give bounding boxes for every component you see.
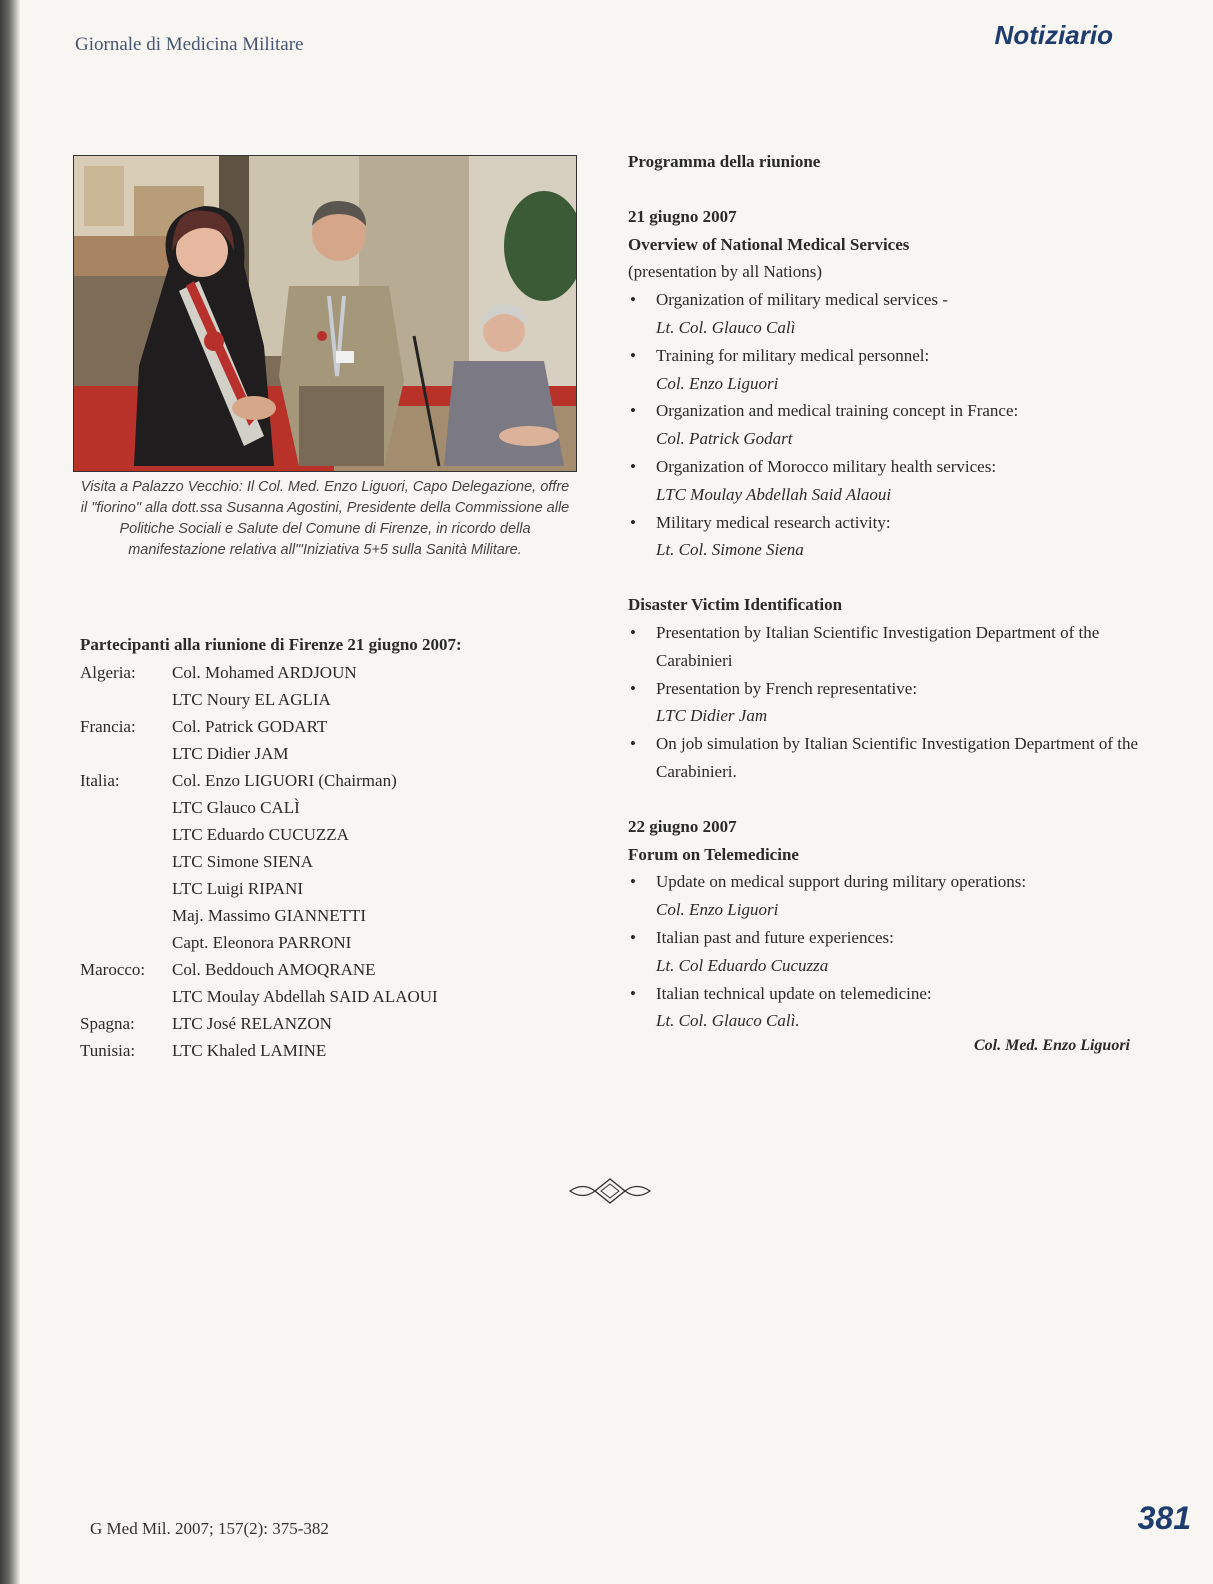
participant-name: Col. Patrick GODART xyxy=(172,717,328,736)
participant-name: LTC José RELANZON xyxy=(172,1014,332,1033)
event-photo xyxy=(73,155,577,472)
program-bullet-item: • Training for military medical personnel: xyxy=(628,342,1148,370)
participant-name: Capt. Eleonora PARRONI xyxy=(172,933,352,952)
page-number: 381 xyxy=(1137,1500,1191,1536)
program-heading: Disaster Victim Identification xyxy=(628,595,843,615)
program-speaker: Col. Enzo Liguori xyxy=(656,900,779,920)
author-signature: Col. Med. Enzo Liguori xyxy=(973,1037,1130,1054)
participant-name: LTC Luigi RIPANI xyxy=(172,879,303,898)
program-spacer xyxy=(628,176,1148,203)
program-bullet-item: • On job simulation by Italian Scientific Investigation Department of the Carabinieri. xyxy=(628,730,1148,786)
program-bullet-item: • Military medical research activity: xyxy=(628,509,1148,537)
participant-row xyxy=(80,1037,580,1064)
participant-country: Italia: xyxy=(80,771,120,790)
program-speaker: Lt. Col Eduardo Cucuzza xyxy=(656,955,829,975)
program-text: (presentation by all Nations) xyxy=(628,262,823,282)
participant-country: Marocco: xyxy=(80,960,146,979)
program-speaker: Col. Enzo Liguori xyxy=(656,373,779,393)
meeting-program xyxy=(628,148,1148,1035)
participant-row xyxy=(80,1010,580,1037)
program-heading: 22 giugno 2007 xyxy=(628,816,737,836)
participant-row xyxy=(80,767,580,794)
participant-row xyxy=(80,983,580,1010)
participant-country xyxy=(80,983,172,1010)
participant-row xyxy=(80,956,580,983)
participant-country: Francia: xyxy=(80,717,136,736)
program-bullet-item: • Presentation by French representative: xyxy=(628,675,1148,703)
participant-name: LTC Glauco CALÌ xyxy=(172,798,300,817)
program-speaker: Lt. Col. Glauco Calì. xyxy=(656,1011,800,1031)
participant-row xyxy=(80,848,580,875)
participant-name: Col. Enzo LIGUORI (Chairman) xyxy=(172,771,397,790)
participant-row xyxy=(80,713,580,740)
program-speaker: LTC Moulay Abdellah Said Alaoui xyxy=(656,484,892,504)
participant-country xyxy=(80,794,172,821)
book-spine-shadow xyxy=(0,0,20,1584)
participant-row xyxy=(80,794,580,821)
participant-row xyxy=(80,875,580,902)
participant-row xyxy=(80,902,580,929)
program-speaker: Col. Patrick Godart xyxy=(656,429,793,449)
participant-row xyxy=(80,686,580,713)
participant-country xyxy=(80,929,172,956)
ornament-divider-icon xyxy=(565,1176,655,1211)
participant-country xyxy=(80,875,172,902)
participant-country xyxy=(80,902,172,929)
participant-name: Col. Beddouch AMOQRANE xyxy=(172,960,376,979)
participant-name: LTC Khaled LAMINE xyxy=(172,1041,327,1060)
program-bullet-item: • Italian past and future experiences: xyxy=(628,924,1148,952)
participants-list xyxy=(80,635,580,1064)
participants-heading: Partecipanti alla riunione di Firenze 21 giugno 2007: xyxy=(80,635,462,654)
program-heading: Overview of National Medical Services xyxy=(628,234,910,254)
program-bullet-item: • Organization and medical training concept in France: xyxy=(628,397,1148,425)
participant-name: Col. Mohamed ARDJOUN xyxy=(172,663,357,682)
program-speaker: Lt. Col. Simone Siena xyxy=(656,540,804,560)
program-bullet-item: • Italian technical update on telemedicine: xyxy=(628,980,1148,1008)
journal-title: Giornale di Medicina Militare xyxy=(75,34,304,55)
photo-caption: Visita a Palazzo Vecchio: Il Col. Med. Enzo Liguori, Capo Delegazione, offre il "fiorino" alla dott.ssa Susanna Agostini, Presidente della Commissione alle Politiche Sociali e Salute del Comune di Firenze, in ricordo della manifestazione relativa all'"Iniziativa 5+5 sulla Sanità Militare. xyxy=(80,479,570,558)
section-title: Notiziario xyxy=(994,20,1113,50)
participant-country xyxy=(80,686,172,713)
participant-country: Spagna: xyxy=(80,1014,135,1033)
program-bullet-item: • Organization of Morocco military health services: xyxy=(628,453,1148,481)
program-spacer xyxy=(628,786,1148,813)
participant-country: Algeria: xyxy=(80,663,136,682)
participant-row xyxy=(80,740,580,767)
participant-country xyxy=(80,821,172,848)
program-bullet-item: • Update on medical support during military operations: xyxy=(628,868,1148,896)
participant-country xyxy=(80,740,172,767)
participant-name: LTC Moulay Abdellah SAID ALAOUI xyxy=(172,987,438,1006)
participant-name: LTC Simone SIENA xyxy=(172,852,314,871)
participant-row xyxy=(80,929,580,956)
participant-country xyxy=(80,848,172,875)
program-bullet-item: • Organization of military medical services - xyxy=(628,286,1148,314)
program-speaker: Lt. Col. Glauco Calì xyxy=(656,317,796,337)
participant-name: LTC Didier JAM xyxy=(172,744,289,763)
participant-row xyxy=(80,821,580,848)
participant-name: LTC Eduardo CUCUZZA xyxy=(172,825,349,844)
program-heading: 21 giugno 2007 xyxy=(628,206,737,226)
program-speaker: LTC Didier Jam xyxy=(656,706,768,726)
program-spacer xyxy=(628,564,1148,591)
participant-name: LTC Noury EL AGLIA xyxy=(172,690,331,709)
participant-country: Tunisia: xyxy=(80,1041,136,1060)
program-heading: Programma della riunione xyxy=(628,152,821,171)
participant-name: Maj. Massimo GIANNETTI xyxy=(172,906,367,925)
participant-row xyxy=(80,659,580,686)
program-heading: Forum on Telemedicine xyxy=(628,844,799,864)
citation: G Med Mil. 2007; 157(2): 375-382 xyxy=(90,1519,329,1538)
program-bullet-item: • Presentation by Italian Scientific Investigation Department of the Carabinieri xyxy=(628,619,1148,675)
